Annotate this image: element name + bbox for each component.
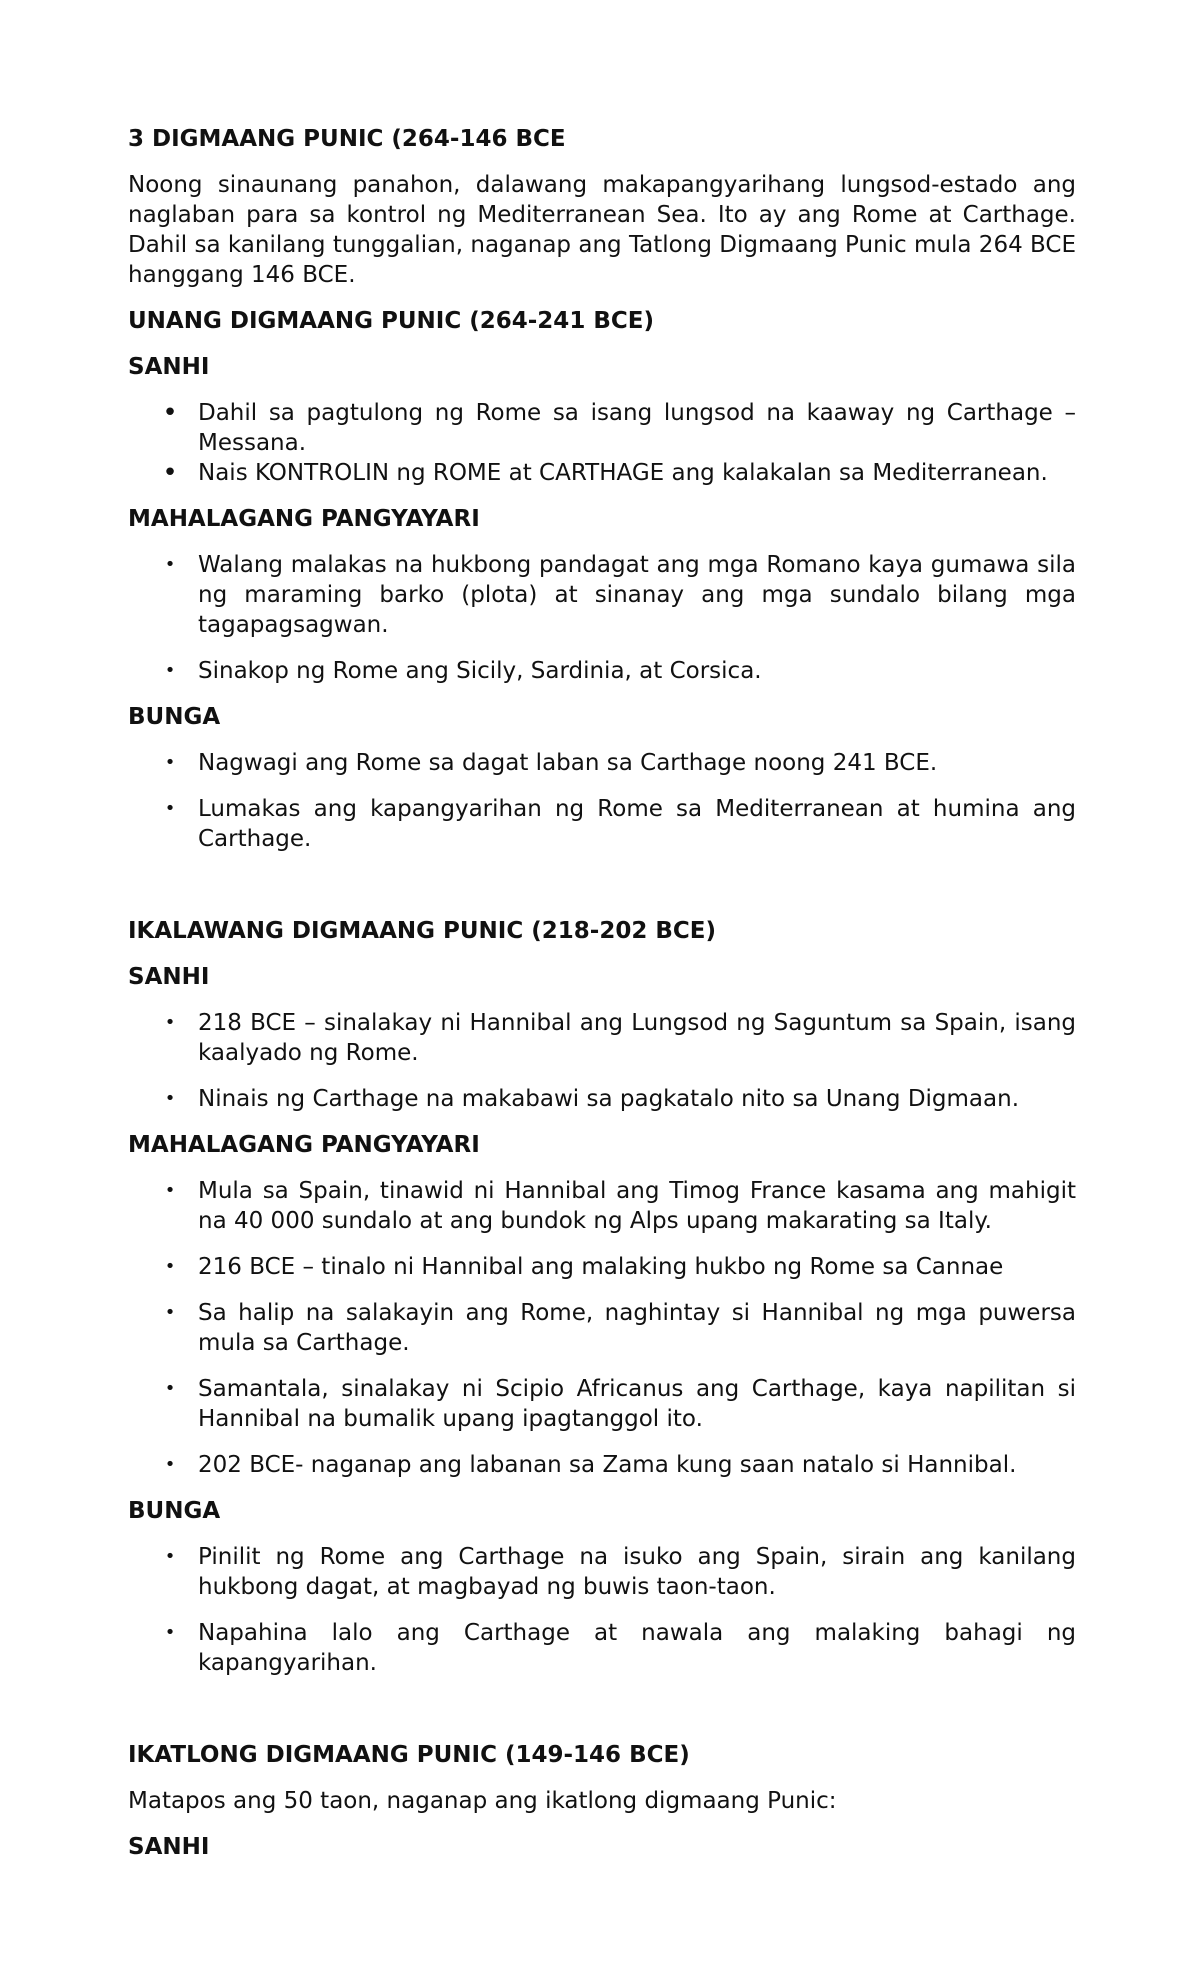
list-item: • Mula sa Spain, tinawid ni Hannibal ang Timog France kasama ang mahigit na 40 000 sundalo at ang bundok ng Alps upang makarating sa Italy. [128,1176,1076,1236]
second-bunga-label: BUNGA [128,1498,221,1524]
section-gap [128,1694,1076,1740]
list-item: • Ninais ng Carthage na makabawi sa pagkatalo nito sa Unang Digmaan. [128,1084,1076,1114]
bullet-icon: • [164,1622,176,1643]
document-title: 3 DIGMAANG PUNIC (264-146 BCE [128,126,566,152]
first-bunga-list [128,748,1076,854]
bullet-icon: • [164,1180,176,1201]
bullet-icon: • [164,554,176,575]
list-item: • 216 BCE – tinalo ni Hannibal ang malaking hukbo ng Rome sa Cannae [128,1252,1076,1282]
second-pangyayari-label: MAHALAGANG PANGYAYARI [128,1132,480,1158]
second-sanhi-label: SANHI [128,964,210,990]
bullet-icon: • [164,1546,176,1567]
bullet-icon: • [164,1454,176,1475]
bullet-icon: • [164,1088,176,1109]
list-item: • Pinilit ng Rome ang Carthage na isuko ang Spain, sirain ang kanilang hukbong dagat, at magbayad ng buwis taon-taon. [128,1542,1076,1602]
list-item: • Dahil sa pagtulong ng Rome sa isang lungsod na kaaway ng Carthage – Messana. [128,398,1076,458]
bullet-icon: • [164,1012,176,1033]
list-item: • 202 BCE- naganap ang labanan sa Zama kung saan natalo si Hannibal. [128,1450,1076,1480]
list-item: • Nagwagi ang Rome sa dagat laban sa Carthage noong 241 BCE. [128,748,1076,778]
first-sanhi-label: SANHI [128,354,210,380]
third-sanhi-label: SANHI [128,1834,210,1860]
list-item: • Sa halip na salakayin ang Rome, naghintay si Hannibal ng mga puwersa mula sa Carthage. [128,1298,1076,1358]
list-item: • Nais KONTROLIN ng ROME at CARTHAGE ang kalakalan sa Mediterranean. [128,458,1076,488]
list-item: • Napahina lalo ang Carthage at nawala ang malaking bahagi ng kapangyarihan. [128,1618,1076,1678]
bullet-icon: • [162,398,178,428]
list-item: • Lumakas ang kapangyarihan ng Rome sa Mediterranean at humina ang Carthage. [128,794,1076,854]
first-pangyayari-list [128,550,1076,686]
first-war-heading: UNANG DIGMAANG PUNIC (264-241 BCE) [128,308,654,334]
second-war-heading: IKALAWANG DIGMAANG PUNIC (218-202 BCE) [128,918,716,944]
second-sanhi-list [128,1008,1076,1114]
bullet-icon: • [164,660,176,681]
bullet-icon: • [164,752,176,773]
list-item: • 218 BCE – sinalakay ni Hannibal ang Lungsod ng Saguntum sa Spain, isang kaalyado ng Rome. [128,1008,1076,1068]
list-item: • Sinakop ng Rome ang Sicily, Sardinia, at Corsica. [128,656,1076,686]
first-pangyayari-label: MAHALAGANG PANGYAYARI [128,506,480,532]
first-bunga-label: BUNGA [128,704,221,730]
second-pangyayari-list [128,1176,1076,1480]
document-page [128,124,1076,1878]
third-intro-paragraph: Matapos ang 50 taon, naganap ang ikatlong digmaang Punic: [128,1788,837,1814]
bullet-icon: • [164,798,176,819]
bullet-icon: • [162,458,178,488]
third-war-heading: IKATLONG DIGMAANG PUNIC (149-146 BCE) [128,1742,690,1768]
bullet-icon: • [164,1256,176,1277]
list-item: • Samantala, sinalakay ni Scipio Africanus ang Carthage, kaya napilitan si Hannibal na bumalik upang ipagtanggol ito. [128,1374,1076,1434]
second-bunga-list [128,1542,1076,1678]
first-sanhi-list [128,398,1076,488]
intro-paragraph: Noong sinaunang panahon, dalawang makapangyarihang lungsod-estado ang naglaban para sa kontrol ng Mediterranean Sea. Ito ay ang Rome at Carthage. Dahil sa kanilang tunggalian, naganap ang Tatlong Digmaang Punic mula 264 BCE hanggang 146 BCE. [128,172,1076,288]
section-gap [128,870,1076,916]
bullet-icon: • [164,1302,176,1323]
bullet-icon: • [164,1378,176,1399]
list-item: • Walang malakas na hukbong pandagat ang mga Romano kaya gumawa sila ng maraming barko (plota) at sinanay ang mga sundalo bilang mga tagapagsagwan. [128,550,1076,640]
